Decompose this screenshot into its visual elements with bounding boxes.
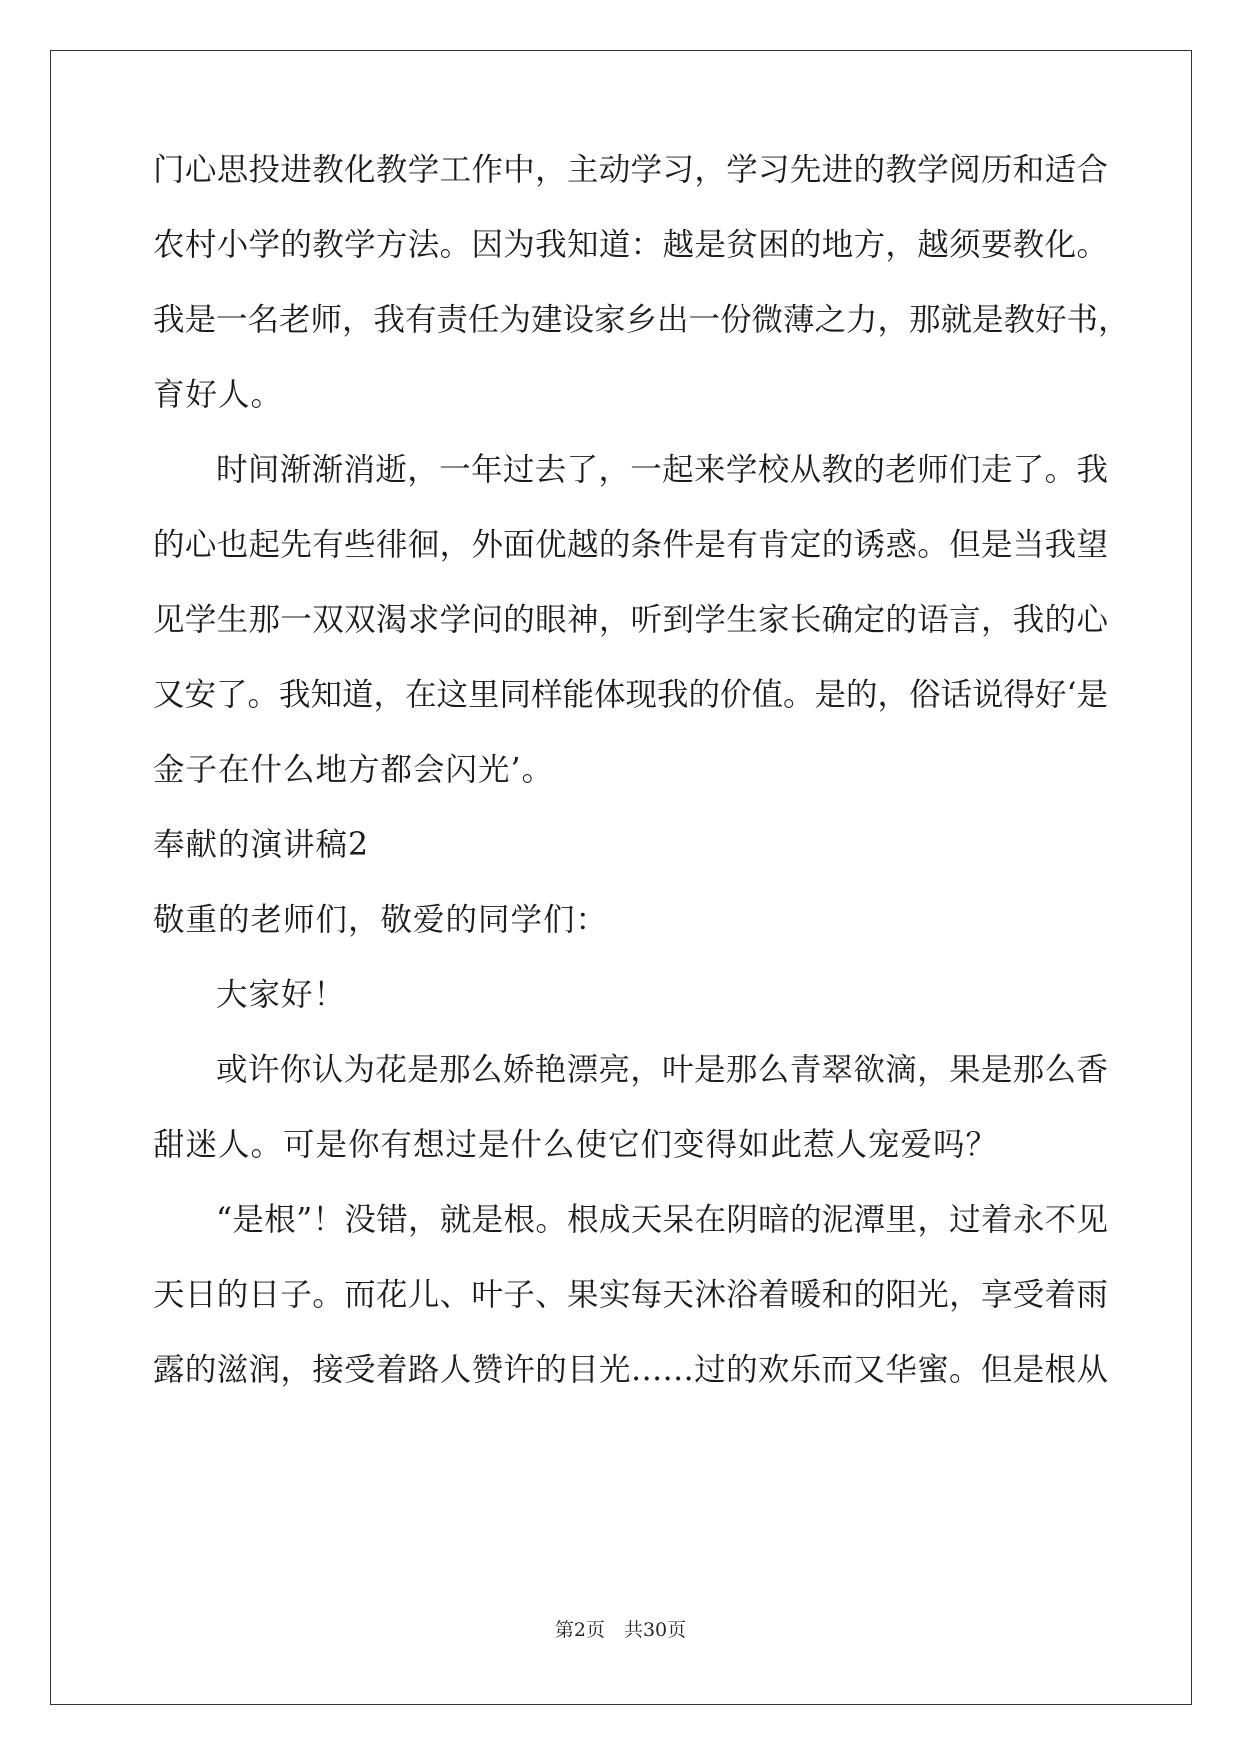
- text-line: 的心也起先有些徘徊，外面优越的条件是有肯定的诱惑。但是当我望: [153, 527, 1108, 563]
- text-line: 门心思投进教化教学工作中，主动学习，学习先进的教学阅历和适合: [153, 152, 1108, 188]
- salutation: 敬重的老师们，敬爱的同学们：: [153, 902, 609, 938]
- text-line: 我是一名老师，我有责任为建设家乡出一份微薄之力，那就是教好书，: [153, 302, 1130, 338]
- text-line: 农村小学的教学方法。因为我知道：越是贫困的地方，越须要教化。: [153, 227, 1108, 263]
- section-heading: 奉献的演讲稿2: [153, 827, 370, 863]
- page-border: [50, 50, 1192, 1705]
- paragraph-first-line: 或许你认为花是那么娇艳漂亮，叶是那么青翠欲滴，果是那么香: [216, 1052, 1108, 1088]
- text-line: 金子在什么地方都会闪光’。: [153, 752, 555, 788]
- greeting: 大家好！: [216, 977, 347, 1013]
- paragraph-first-line: “是根”！没错，就是根。根成天呆在阴暗的泥潭里，过着永不见: [216, 1202, 1108, 1238]
- text-line: 又安了。我知道，在这里同样能体现我的价值。是的，俗话说得好‘是: [153, 677, 1109, 713]
- text-line: 甜迷人。可是你有想过是什么使它们变得如此惹人宠爱吗？: [153, 1127, 999, 1163]
- page-number: 第2页 共30页: [554, 1619, 687, 1641]
- text-line: 露的滋润，接受着路人赞许的目光……过的欢乐而又华蜜。但是根从: [153, 1352, 1108, 1388]
- text-line: 天日的日子。而花儿、叶子、果实每天沐浴着暖和的阳光，享受着雨: [153, 1277, 1108, 1313]
- paragraph-first-line: 时间渐渐消逝，一年过去了，一起来学校从教的老师们走了。我: [216, 452, 1108, 488]
- text-line: 见学生那一双双渴求学问的眼神，听到学生家长确定的语言，我的心: [153, 602, 1108, 638]
- text-line: 育好人。: [153, 377, 284, 413]
